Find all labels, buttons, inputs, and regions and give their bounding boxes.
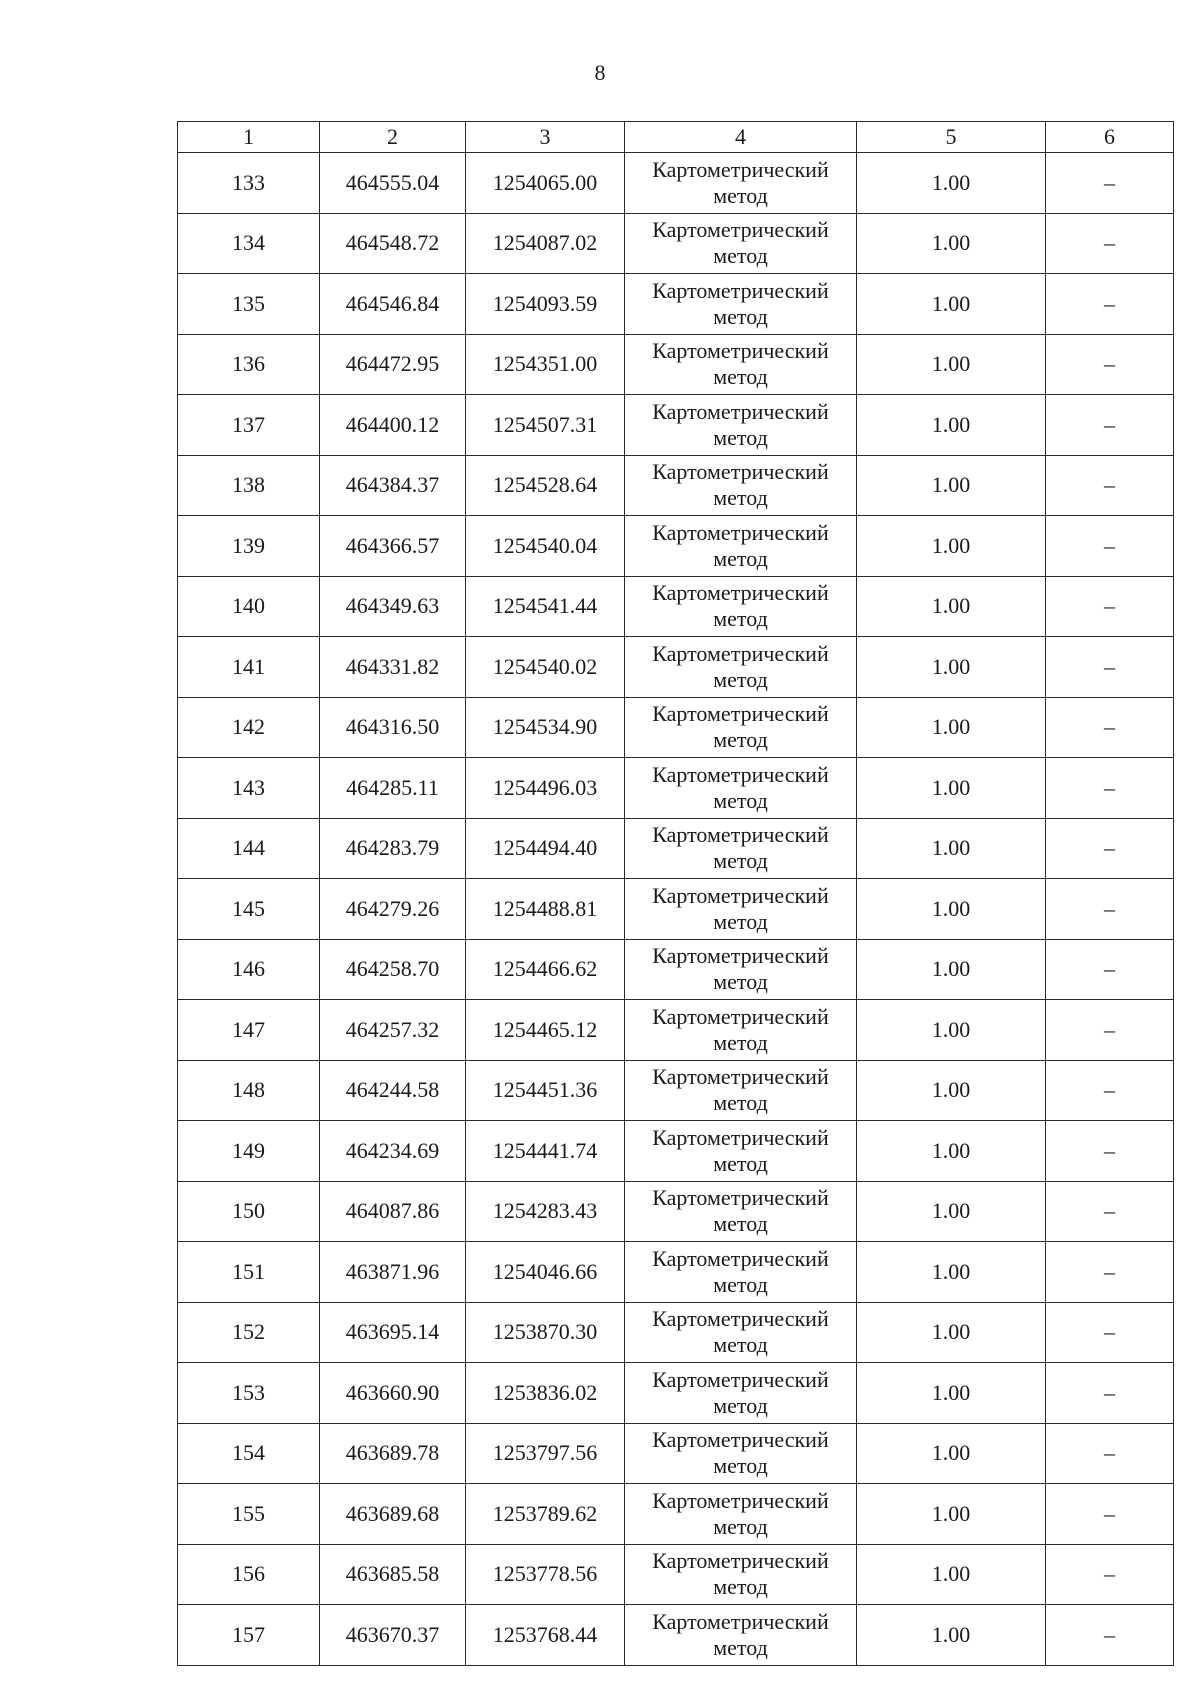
page-number: 8 — [594, 60, 606, 85]
y-coordinate-cell: 1254466.62 — [466, 939, 625, 1000]
point-number-cell: 156 — [178, 1544, 320, 1605]
note-cell: – — [1046, 1363, 1174, 1424]
note-cell: – — [1046, 1302, 1174, 1363]
point-number-cell: 133 — [178, 153, 320, 214]
table-row — [178, 1605, 1174, 1666]
y-coordinate-cell: 1254093.59 — [466, 274, 625, 335]
point-number-cell: 148 — [178, 1060, 320, 1121]
table-row — [178, 516, 1174, 577]
method-line-1: Картометрический — [652, 580, 829, 606]
y-coordinate-cell: 1254540.02 — [466, 637, 625, 698]
method-line-1: Картометрический — [652, 1185, 829, 1211]
y-coordinate-cell: 1254540.04 — [466, 516, 625, 577]
x-coordinate-cell: 463695.14 — [320, 1302, 466, 1363]
point-number-cell: 149 — [178, 1121, 320, 1182]
note-cell: – — [1046, 455, 1174, 516]
note-cell: – — [1046, 1121, 1174, 1182]
method-line-2: метод — [713, 969, 768, 995]
table-row — [178, 395, 1174, 456]
y-coordinate-cell: 1253870.30 — [466, 1302, 625, 1363]
method-line-1: Картометрический — [652, 338, 829, 364]
note-cell: – — [1046, 153, 1174, 214]
method-line-2: метод — [713, 787, 768, 813]
accuracy-cell: 1.00 — [857, 334, 1046, 395]
accuracy-cell: 1.00 — [857, 455, 1046, 516]
table-row — [178, 576, 1174, 637]
method-cell — [625, 1484, 857, 1545]
point-number-cell: 135 — [178, 274, 320, 335]
x-coordinate-cell: 464546.84 — [320, 274, 466, 335]
table-row — [178, 455, 1174, 516]
note-cell: – — [1046, 334, 1174, 395]
y-coordinate-cell: 1253836.02 — [466, 1363, 625, 1424]
method-line-2: метод — [713, 727, 768, 753]
method-line-2: метод — [713, 1634, 768, 1660]
y-coordinate-cell: 1254528.64 — [466, 455, 625, 516]
x-coordinate-cell: 464316.50 — [320, 697, 466, 758]
method-cell — [625, 576, 857, 637]
x-coordinate-cell: 463871.96 — [320, 1242, 466, 1303]
y-coordinate-cell: 1254465.12 — [466, 1000, 625, 1061]
note-cell: – — [1046, 1000, 1174, 1061]
method-line-2: метод — [713, 848, 768, 874]
table-row — [178, 1000, 1174, 1061]
point-number-cell: 140 — [178, 576, 320, 637]
method-line-2: метод — [713, 1332, 768, 1358]
method-line-1: Картометрический — [652, 1124, 829, 1150]
note-cell: – — [1046, 1060, 1174, 1121]
method-cell — [625, 274, 857, 335]
method-line-2: метод — [713, 1090, 768, 1116]
method-line-2: метод — [713, 1029, 768, 1055]
x-coordinate-cell: 464244.58 — [320, 1060, 466, 1121]
method-cell — [625, 1060, 857, 1121]
point-number-cell: 153 — [178, 1363, 320, 1424]
note-cell: – — [1046, 1242, 1174, 1303]
table-row — [178, 1121, 1174, 1182]
method-cell — [625, 1544, 857, 1605]
method-line-2: метод — [713, 1150, 768, 1176]
x-coordinate-cell: 464548.72 — [320, 213, 466, 274]
header-col-3: 3 — [466, 122, 625, 153]
method-cell — [625, 939, 857, 1000]
method-cell — [625, 1121, 857, 1182]
point-number-cell: 134 — [178, 213, 320, 274]
header-col-1: 1 — [178, 122, 320, 153]
accuracy-cell: 1.00 — [857, 1423, 1046, 1484]
note-cell: – — [1046, 274, 1174, 335]
point-number-cell: 137 — [178, 395, 320, 456]
point-number-cell: 144 — [178, 818, 320, 879]
point-number-cell: 154 — [178, 1423, 320, 1484]
x-coordinate-cell: 464234.69 — [320, 1121, 466, 1182]
y-coordinate-cell: 1253789.62 — [466, 1484, 625, 1545]
accuracy-cell: 1.00 — [857, 1484, 1046, 1545]
accuracy-cell: 1.00 — [857, 637, 1046, 698]
accuracy-cell: 1.00 — [857, 818, 1046, 879]
note-cell: – — [1046, 697, 1174, 758]
note-cell: – — [1046, 576, 1174, 637]
x-coordinate-cell: 464555.04 — [320, 153, 466, 214]
y-coordinate-cell: 1254496.03 — [466, 758, 625, 819]
method-line-2: метод — [713, 545, 768, 571]
x-coordinate-cell: 464283.79 — [320, 818, 466, 879]
method-cell — [625, 1181, 857, 1242]
method-line-2: метод — [713, 1211, 768, 1237]
table-header — [178, 122, 1174, 153]
accuracy-cell: 1.00 — [857, 1605, 1046, 1666]
x-coordinate-cell: 463689.78 — [320, 1423, 466, 1484]
x-coordinate-cell: 464349.63 — [320, 576, 466, 637]
x-coordinate-cell: 464285.11 — [320, 758, 466, 819]
method-line-2: метод — [713, 606, 768, 632]
y-coordinate-cell: 1254283.43 — [466, 1181, 625, 1242]
y-coordinate-cell: 1254541.44 — [466, 576, 625, 637]
table-row — [178, 1302, 1174, 1363]
point-number-cell: 151 — [178, 1242, 320, 1303]
method-line-2: метод — [713, 364, 768, 390]
note-cell: – — [1046, 1544, 1174, 1605]
accuracy-cell: 1.00 — [857, 576, 1046, 637]
y-coordinate-cell: 1254046.66 — [466, 1242, 625, 1303]
accuracy-cell: 1.00 — [857, 1302, 1046, 1363]
method-cell — [625, 395, 857, 456]
method-cell — [625, 516, 857, 577]
method-line-1: Картометрический — [652, 398, 829, 424]
table-row — [178, 1363, 1174, 1424]
note-cell: – — [1046, 758, 1174, 819]
x-coordinate-cell: 464258.70 — [320, 939, 466, 1000]
method-line-1: Картометрический — [652, 943, 829, 969]
method-line-1: Картометрический — [652, 822, 829, 848]
method-line-1: Картометрический — [652, 882, 829, 908]
y-coordinate-cell: 1254507.31 — [466, 395, 625, 456]
y-coordinate-cell: 1253797.56 — [466, 1423, 625, 1484]
accuracy-cell: 1.00 — [857, 1060, 1046, 1121]
method-cell — [625, 818, 857, 879]
y-coordinate-cell: 1253768.44 — [466, 1605, 625, 1666]
x-coordinate-cell: 463685.58 — [320, 1544, 466, 1605]
y-coordinate-cell: 1254488.81 — [466, 879, 625, 940]
method-line-1: Картометрический — [652, 1306, 829, 1332]
note-cell: – — [1046, 1181, 1174, 1242]
table-row — [178, 1423, 1174, 1484]
point-number-cell: 138 — [178, 455, 320, 516]
x-coordinate-cell: 463670.37 — [320, 1605, 466, 1666]
accuracy-cell: 1.00 — [857, 1000, 1046, 1061]
accuracy-cell: 1.00 — [857, 1363, 1046, 1424]
method-line-2: метод — [713, 666, 768, 692]
method-line-1: Картометрический — [652, 1608, 829, 1634]
method-cell — [625, 1363, 857, 1424]
header-col-4: 4 — [625, 122, 857, 153]
table-row — [178, 1181, 1174, 1242]
method-line-2: метод — [713, 908, 768, 934]
note-cell: – — [1046, 395, 1174, 456]
note-cell: – — [1046, 1484, 1174, 1545]
accuracy-cell: 1.00 — [857, 213, 1046, 274]
point-number-cell: 143 — [178, 758, 320, 819]
method-line-1: Картометрический — [652, 640, 829, 666]
x-coordinate-cell: 464087.86 — [320, 1181, 466, 1242]
table-row — [178, 1484, 1174, 1545]
method-cell — [625, 213, 857, 274]
point-number-cell: 157 — [178, 1605, 320, 1666]
method-line-1: Картометрический — [652, 156, 829, 182]
method-line-1: Картометрический — [652, 519, 829, 545]
header-row — [178, 122, 1174, 153]
method-cell — [625, 334, 857, 395]
y-coordinate-cell: 1253778.56 — [466, 1544, 625, 1605]
x-coordinate-cell: 464400.12 — [320, 395, 466, 456]
method-line-2: метод — [713, 1392, 768, 1418]
accuracy-cell: 1.00 — [857, 516, 1046, 577]
point-number-cell: 145 — [178, 879, 320, 940]
table-body — [178, 153, 1174, 1666]
method-line-1: Картометрический — [652, 761, 829, 787]
header-col-6: 6 — [1046, 122, 1174, 153]
method-line-2: метод — [713, 303, 768, 329]
point-number-cell: 139 — [178, 516, 320, 577]
method-line-1: Картометрический — [652, 701, 829, 727]
method-line-2: метод — [713, 424, 768, 450]
y-coordinate-cell: 1254451.36 — [466, 1060, 625, 1121]
point-number-cell: 142 — [178, 697, 320, 758]
accuracy-cell: 1.00 — [857, 274, 1046, 335]
accuracy-cell: 1.00 — [857, 879, 1046, 940]
header-col-2: 2 — [320, 122, 466, 153]
accuracy-cell: 1.00 — [857, 1121, 1046, 1182]
point-number-cell: 136 — [178, 334, 320, 395]
note-cell: – — [1046, 939, 1174, 1000]
x-coordinate-cell: 464279.26 — [320, 879, 466, 940]
point-number-cell: 155 — [178, 1484, 320, 1545]
accuracy-cell: 1.00 — [857, 153, 1046, 214]
method-line-2: метод — [713, 243, 768, 269]
x-coordinate-cell: 464257.32 — [320, 1000, 466, 1061]
header-col-5: 5 — [857, 122, 1046, 153]
method-line-1: Картометрический — [652, 217, 829, 243]
accuracy-cell: 1.00 — [857, 1242, 1046, 1303]
method-cell — [625, 1000, 857, 1061]
table-row — [178, 1544, 1174, 1605]
table-row — [178, 213, 1174, 274]
point-number-cell: 147 — [178, 1000, 320, 1061]
y-coordinate-cell: 1254065.00 — [466, 153, 625, 214]
method-line-1: Картометрический — [652, 1548, 829, 1574]
table-row — [178, 153, 1174, 214]
method-line-1: Картометрический — [652, 1427, 829, 1453]
method-cell — [625, 1423, 857, 1484]
x-coordinate-cell: 463660.90 — [320, 1363, 466, 1424]
method-cell — [625, 758, 857, 819]
note-cell: – — [1046, 213, 1174, 274]
method-line-1: Картометрический — [652, 1003, 829, 1029]
method-line-2: метод — [713, 1574, 768, 1600]
method-line-1: Картометрический — [652, 277, 829, 303]
accuracy-cell: 1.00 — [857, 939, 1046, 1000]
point-number-cell: 150 — [178, 1181, 320, 1242]
method-line-2: метод — [713, 1271, 768, 1297]
y-coordinate-cell: 1254534.90 — [466, 697, 625, 758]
accuracy-cell: 1.00 — [857, 758, 1046, 819]
accuracy-cell: 1.00 — [857, 1544, 1046, 1605]
method-line-2: метод — [713, 182, 768, 208]
method-cell — [625, 455, 857, 516]
method-cell — [625, 637, 857, 698]
method-line-1: Картометрический — [652, 1064, 829, 1090]
method-line-1: Картометрический — [652, 459, 829, 485]
note-cell: – — [1046, 516, 1174, 577]
table-row — [178, 334, 1174, 395]
point-number-cell: 141 — [178, 637, 320, 698]
table-row — [178, 818, 1174, 879]
point-number-cell: 152 — [178, 1302, 320, 1363]
table-row — [178, 1060, 1174, 1121]
method-cell — [625, 879, 857, 940]
x-coordinate-cell: 464331.82 — [320, 637, 466, 698]
note-cell: – — [1046, 1423, 1174, 1484]
method-cell — [625, 1242, 857, 1303]
method-line-2: метод — [713, 1513, 768, 1539]
y-coordinate-cell: 1254087.02 — [466, 213, 625, 274]
method-line-2: метод — [713, 1453, 768, 1479]
accuracy-cell: 1.00 — [857, 395, 1046, 456]
coordinates-table — [177, 121, 1174, 1666]
x-coordinate-cell: 463689.68 — [320, 1484, 466, 1545]
table-row — [178, 879, 1174, 940]
method-line-1: Картометрический — [652, 1245, 829, 1271]
method-line-1: Картометрический — [652, 1487, 829, 1513]
table-row — [178, 697, 1174, 758]
note-cell: – — [1046, 879, 1174, 940]
note-cell: – — [1046, 818, 1174, 879]
y-coordinate-cell: 1254441.74 — [466, 1121, 625, 1182]
point-number-cell: 146 — [178, 939, 320, 1000]
table-row — [178, 274, 1174, 335]
accuracy-cell: 1.00 — [857, 1181, 1046, 1242]
note-cell: – — [1046, 1605, 1174, 1666]
method-line-2: метод — [713, 485, 768, 511]
note-cell: – — [1046, 637, 1174, 698]
y-coordinate-cell: 1254351.00 — [466, 334, 625, 395]
accuracy-cell: 1.00 — [857, 697, 1046, 758]
table-row — [178, 1242, 1174, 1303]
table-row — [178, 758, 1174, 819]
table-row — [178, 637, 1174, 698]
table-row — [178, 939, 1174, 1000]
method-cell — [625, 1302, 857, 1363]
method-cell — [625, 697, 857, 758]
y-coordinate-cell: 1254494.40 — [466, 818, 625, 879]
x-coordinate-cell: 464384.37 — [320, 455, 466, 516]
method-cell — [625, 1605, 857, 1666]
method-line-1: Картометрический — [652, 1366, 829, 1392]
x-coordinate-cell: 464366.57 — [320, 516, 466, 577]
method-cell — [625, 153, 857, 214]
x-coordinate-cell: 464472.95 — [320, 334, 466, 395]
